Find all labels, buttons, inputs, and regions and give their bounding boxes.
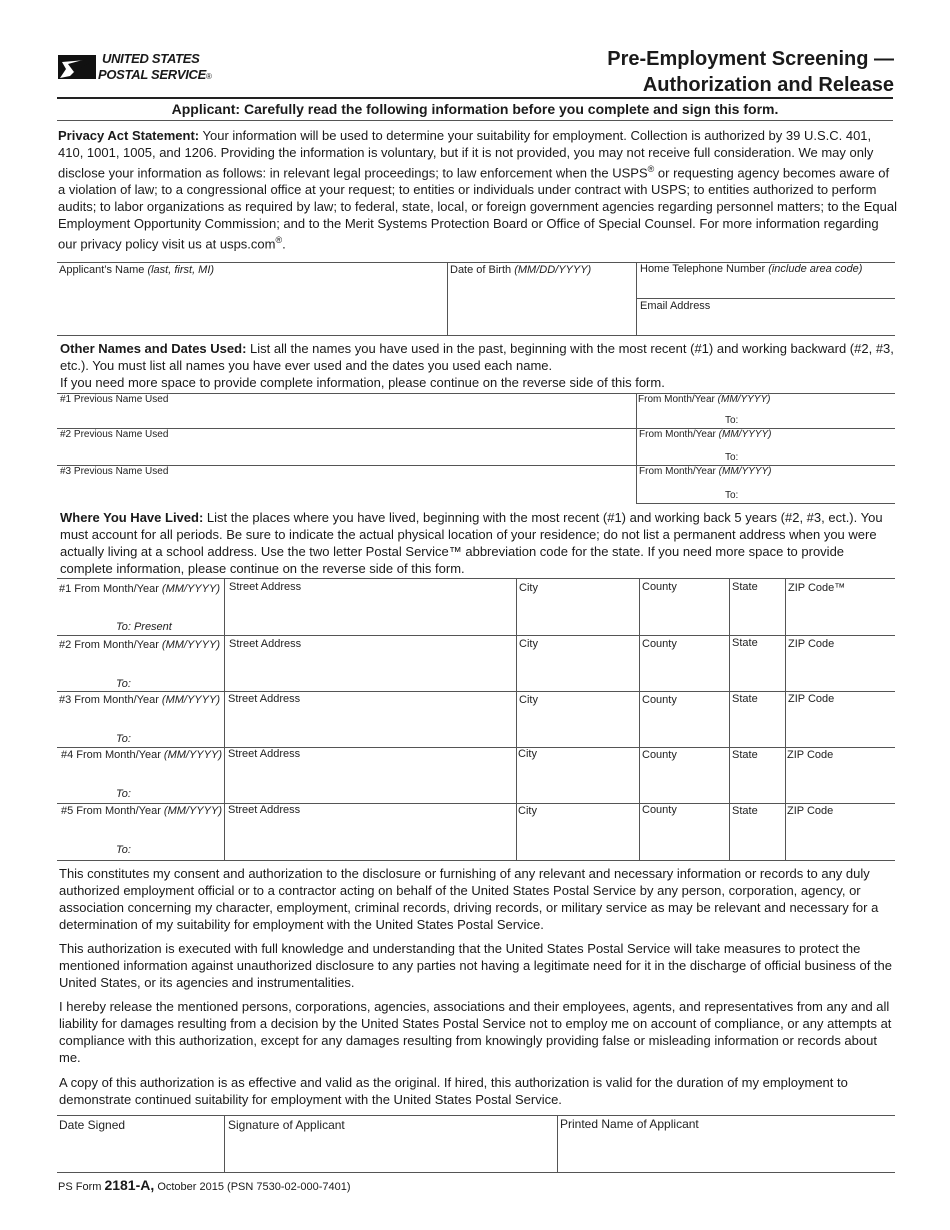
residence-2-zip-label: ZIP Code [788, 638, 835, 650]
form-title-line-2: Authorization and Release [642, 74, 894, 96]
residence-4-zip-label: ZIP Code [787, 749, 834, 761]
residence-3-state-label: State [732, 693, 758, 705]
residences-instructions [60, 509, 900, 577]
residence-4-to-label: To: [116, 788, 131, 800]
previous-name-1-label: #1 Previous Name Used [60, 394, 169, 405]
residence-4-county-label: County [642, 749, 677, 761]
residence-1-city-label: City [519, 582, 538, 594]
other-names-instructions [60, 340, 900, 391]
printed-name-label: Printed Name of Applicant [560, 1117, 699, 1131]
residence-5-zip-label: ZIP Code [787, 805, 834, 817]
residence-2-street-label: Street Address [229, 638, 302, 650]
date-signed-label: Date Signed [59, 1118, 126, 1132]
previous-name-2-from-label: From Month/Year (MM/YYYY) [639, 429, 772, 440]
signature-label: Signature of Applicant [228, 1118, 345, 1132]
form-title-line-1: Pre-Employment Screening — [607, 48, 894, 70]
residence-1-from-label: #1 From Month/Year (MM/YYYY) [59, 583, 220, 595]
footer-prefix: PS Form [58, 1181, 105, 1193]
residence-1-zip-label: ZIP Code™ [788, 582, 846, 594]
other-names-text-2: If you need more space to provide complete information, please continue on the reverse side of this form. [60, 375, 665, 390]
instruction-rule [57, 120, 893, 121]
consent-paragraph-4: A copy of this authorization is as effective and valid as the original. If hired, this authorization is valid for the duration of my employment to demonstrate continued suitability for employment with the United States Postal Service. [59, 1075, 848, 1107]
residence-1-state-label: State [732, 581, 758, 593]
residence-5-to-label: To: [116, 844, 131, 856]
residence-4-from-label: #4 From Month/Year (MM/YYYY) [61, 749, 222, 761]
residence-3-street-label: Street Address [228, 693, 301, 705]
date-of-birth-label: Date of Birth (MM/DD/YYYY) [450, 264, 592, 276]
residence-1-to-label: To: Present [116, 621, 172, 633]
other-names-text: List all the names you have used in the past, beginning with the most recent (#1) and working backward (#2, #3, etc.). You must list all names you have ever used and the dates you used each name. [60, 341, 894, 373]
residence-3-from-label: #3 From Month/Year (MM/YYYY) [59, 694, 220, 706]
email-label: Email Address [640, 300, 711, 312]
logo-line-2-wrap [98, 66, 212, 84]
logo-line-2: POSTAL SERVICE [98, 67, 207, 82]
residence-2-city-label: City [519, 638, 538, 650]
usps-logo [56, 52, 236, 84]
previous-name-2-label: #2 Previous Name Used [60, 429, 169, 440]
residence-3-zip-label: ZIP Code [788, 693, 835, 705]
eagle-icon [56, 52, 98, 82]
logo-registered-mark: ® [206, 72, 212, 81]
privacy-act-statement [58, 127, 898, 253]
signature-box-bottom [57, 1172, 895, 1173]
consent-paragraph-1: This constitutes my consent and authorization to the disclosure or furnishing of any relevant and necessary information or records to any duly authorized employment official or to a contractor acting on behalf of the United States Postal Service by any person, corporation, agency, or association concerning my character, employment, criminal records, driving records, or military service as may be relevant and necessary for a determination of my suitability for employment with the United States Postal Service. [59, 866, 879, 932]
residence-4-street-label: Street Address [228, 748, 301, 760]
applicant-box-bottom [57, 335, 895, 336]
residence-5-county-label: County [642, 804, 677, 816]
previous-name-3-label: #3 Previous Name Used [60, 466, 169, 477]
applicant-instruction: Applicant: Carefully read the following information before you complete and sign this form. [171, 101, 779, 117]
residence-1-street-label: Street Address [229, 581, 302, 593]
usps-com-registered-mark: ® [275, 235, 283, 246]
residence-3-to-label: To: [116, 733, 131, 745]
residence-1-county-label: County [642, 581, 677, 593]
applicant-name-label: Applicant’s Name (last, first, MI) [59, 264, 215, 276]
residence-5-state-label: State [732, 805, 758, 817]
residences-text: List the places where you have lived, beginning with the most recent (#1) and working back 5 years (#2, #3, ect.). You must account for all periods. Be sure to indicate the actual physical location of your residence; do not list a permanent address when you were actually living at a school address. Use the two letter Postal Service™ abbreviation code for the state. If you need more space to provide complete information, please continue on the reverse side of this form. [60, 510, 883, 576]
residence-5-city-label: City [518, 805, 537, 817]
privacy-text-end: . [282, 236, 286, 252]
residence-4-city-label: City [518, 748, 537, 760]
consent-paragraph-2: This authorization is executed with full knowledge and understanding that the United States Postal Service will take measures to protect the mentioned information against unauthorized disclosure to any parties not having a legitimate need for it in the discharge of official business of the United States, or its agencies and instrumentalities. [59, 941, 892, 990]
privacy-text-1: Your information will be used to determine your suitability for employment. Collection is authorized by 39 U.S.C. 401, 410, 1001, 1005, and 1206. Providing the information is voluntary, but if it is not provided, you may not receive full consideration. We may only disclose your information as follows: in relevant legal proceedings; to law enforcement when the USPS [58, 128, 874, 181]
logo-line-1: UNITED STATES [102, 51, 200, 66]
residence-5-street-label: Street Address [228, 804, 301, 816]
form-footer [58, 1177, 351, 1193]
previous-name-2-to-label: To: [725, 452, 739, 463]
footer-form-number: 2181-A, [104, 1177, 155, 1193]
other-names-heading: Other Names and Dates Used: [60, 341, 247, 356]
names-row-3-bottom [636, 503, 895, 504]
privacy-text-2: or requesting agency becomes aware of a violation of law; to a congressional office at your request; to entities or individuals under contract with USPS; to entities authorized to perform audits; to labor organizations as required by law; to federal, state, local, or foreign government agencies regarding personnel matters; to the Equal Employment Opportunity Commission; and to the Merit Systems Protection Board or Office of Special Counsel. For more information regarding our privacy policy visit us at usps.com [58, 165, 897, 252]
consent-paragraph-3: I hereby release the mentioned persons, corporations, agencies, associations and their employees, agents, and representatives from any and all liability for damages resulting from a decision by the United States Postal Service not to employ me on account of compliance, or any attempts at compliance with this authorization, except for any damages resulting from knowingly providing false or misleading information or records about me. [59, 999, 892, 1065]
residence-3-county-label: County [642, 694, 677, 706]
previous-name-3-from-label: From Month/Year (MM/YYYY) [639, 466, 772, 477]
privacy-heading: Privacy Act Statement: [58, 128, 200, 143]
residence-2-state-label: State [732, 637, 758, 649]
residence-2-to-label: To: [116, 678, 131, 690]
home-phone-label: Home Telephone Number (include area code) [640, 263, 863, 275]
footer-rest: October 2015 (PSN 7530-02-000-7401) [154, 1181, 351, 1193]
header-rule [57, 97, 893, 99]
res-rule-5 [57, 860, 895, 861]
previous-name-1-from-label: From Month/Year (MM/YYYY) [638, 394, 771, 405]
residence-2-from-label: #2 From Month/Year (MM/YYYY) [59, 639, 220, 651]
previous-name-3-to-label: To: [725, 490, 739, 501]
residence-5-from-label: #5 From Month/Year (MM/YYYY) [61, 805, 222, 817]
residence-2-county-label: County [642, 638, 677, 650]
residence-4-state-label: State [732, 749, 758, 761]
previous-name-1-to-label: To: [725, 415, 739, 426]
usps-registered-mark: ® [647, 164, 655, 174]
residence-3-city-label: City [519, 694, 538, 706]
residences-heading: Where You Have Lived: [60, 510, 204, 525]
